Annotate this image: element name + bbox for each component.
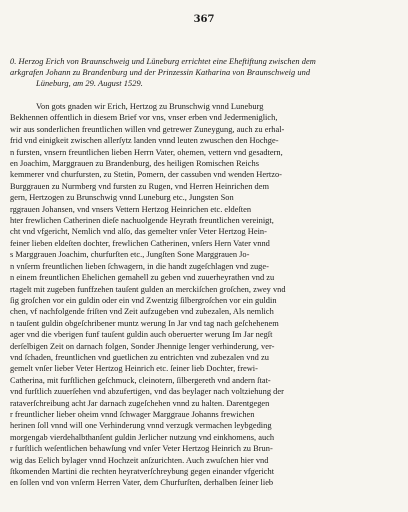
- page-number: 367: [193, 14, 215, 25]
- body-line: wig das Eelich bylager vnnd Hochzeit anſzurichten. Auch zwuſchen hier vnd: [10, 455, 269, 465]
- document-heading: [10, 56, 402, 90]
- body-line: n vnſerm freuntlichen lieben ſchwagern, in die handt zugeſchlagen vnd zuge-: [10, 261, 269, 271]
- body-line: ſtkomenden Martini die rechten heyratverſchreybung gegen einander vfgericht: [10, 467, 275, 476]
- body-line: r furſtlich weſentlichen behawſung vnd vnſer Veter Hertzog Heinrich zu Brun-: [10, 444, 273, 454]
- body-line: Bekhennen offentlich in diesem Brief vor vns, vnser erben vnd Jedermeniglich,: [10, 113, 278, 123]
- heading-line: Lüneburg, am 29. August 1529.: [36, 79, 143, 89]
- body-line: en Joachim, Marggrauen zu Brandenburg, des heiligen Romischen Reichs: [10, 159, 259, 169]
- body-line: vnd ſchaden, freuntlichen vnd guetlichen zu entrichten vnd zubezalen vnd zu: [10, 352, 269, 362]
- body-line: ſig groſchen vor ein guldin oder ein vnd Zwentzig ſilbergroſchen vor ein guldin: [10, 295, 277, 305]
- body-line: n einem freuntlichen Ehelichen gemahell zu geben vnd zuuerheyrathen vnd zu: [10, 273, 275, 283]
- body-line: herinen ſoll vnnd will one Verhinderung vnnd verzugk vermachen leybgeding: [10, 421, 272, 431]
- body-line: frid vnd einigkeit zwischen allerſytz landen vnnd leuten zwuschen den Hochge-: [10, 136, 279, 146]
- body-line: vnd furſtlich zuuerſehen vnd abzufertigen, vnd das beylager nach voltziehung der: [10, 387, 284, 397]
- heading-line: 0. Herzog Erich von Braunschweig und Lüneburg errichtet eine Eheftiftung zwischen dem: [10, 57, 316, 66]
- body-line: rggrauen Johansen, vnd vnsers Vettern Hertzog Heinrichen etc. eldeſten: [10, 204, 252, 214]
- body-line: Burggrauen zu Nurmberg vnd fursten zu Rugen, vnd Herren Heinrichen dem: [10, 181, 270, 191]
- document-body: [10, 101, 402, 489]
- body-line: feiner lieben eldeſten dochter, frewlichen Catherinen, vnſers Hern Vater vnnd: [10, 238, 270, 248]
- body-line: kemmerer vnd churfursten, zu Stetin, Pomern, der cassuben vnd wenden Hertzo-: [10, 170, 282, 180]
- body-line: n fursten, vnsern freuntlichen lieben Herrn Vater, ohemen, vettern vnd gesadtern,: [10, 147, 283, 157]
- body-line: s Marggrauen Joachim, churfurſten etc., Jungſten Sone Marggrauen Jo-: [10, 250, 250, 260]
- body-line: chen, vf nachfolgende friſten vnd Zeit aufzugeben vnd zubezalen, Als nemlich: [10, 307, 274, 317]
- body-line: gern, Hertzogen zu Brunschwig vnnd Luneburg etc., Jungsten Son: [10, 193, 234, 203]
- heading-line: arkgrafen Johann zu Brandenburg und der Prinzessin Katharina von Braunschweig und: [10, 68, 311, 78]
- body-line: n tauſent guldin obgeſchribener muntz werung In Jar vnd tag nach geſchehenem: [10, 318, 279, 328]
- body-line: hter frewlichen Catherinen dieſe nachuolgende Heyrath freuntlichen vereinigt,: [10, 216, 274, 226]
- body-line: morgengab vierdehalbthanſent guldin Jerlicher nutzung vnd einkhomens, auch: [10, 432, 275, 442]
- body-line: en ſollen vnd von vnſerm Herren Vater, dem Churfurſten, derhalben ſeiner lieb: [10, 478, 274, 488]
- body-line: Von gots gnaden wir Erich, Hertzog zu Brunschwig vnnd Luneburg: [36, 102, 264, 111]
- body-line: r freuntlicher lieber oheim vnnd ſchwager Marggraue Johanns frewichen: [10, 409, 255, 419]
- body-line: gemelt vnſer lieber Veter Hertzog Heinrich etc. ſeiner lieb Dochter, frewi-: [10, 364, 258, 374]
- body-line: Catherina, mit furſtlichen geſchmuck, cleinotern, ſilbergereth vnd andern ſtat-: [10, 375, 271, 385]
- body-line: rtagelt mit zugeben funffzehen tauſent gulden an merckiſchen groſchen, zwey vnd: [10, 284, 286, 294]
- body-line: derſelbigen Zeit on darnach folgen, Sonder Jhennige lenger verhinderung, ver-: [10, 341, 275, 351]
- body-line: rataverſchreibung acht Jar darnach zugeſchehen vnnd zu halten. Darentgegen: [10, 398, 270, 408]
- body-line: wir aus sonderlichen freuntlichen willen vnd getrewer Zuneygung, auch zu erhal-: [10, 124, 285, 134]
- body-line: cht vnd vfgericht, Nemlich vnd alſo, das gemelter vnſer Veter Hertzog Hein-: [10, 227, 267, 237]
- body-line: ager vnd die vberigen funf tauſent guldin auch oberuerter werung Im Jar negſt: [10, 330, 273, 340]
